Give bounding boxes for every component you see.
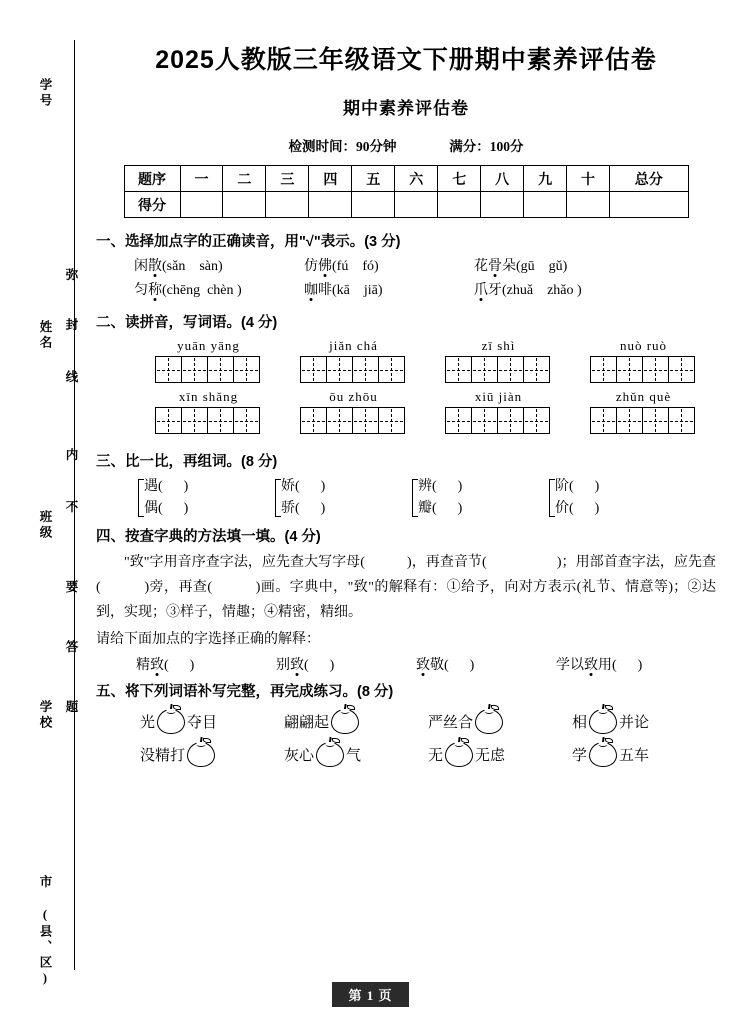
seal-inner-nei: 内 [64,448,78,464]
section-4-heading: 四、按查字典的方法填一填。(4 分) [96,529,321,545]
close-paren: ) [320,479,326,494]
tianzige-box[interactable] [616,407,643,434]
pinyin-options: (kā jiā) [332,283,383,298]
score-cell-2[interactable] [223,192,266,218]
tianzige-box[interactable] [523,407,550,434]
char-label: 辨( [418,479,437,494]
score-col-7: 七 [438,166,481,192]
score-cell-8[interactable] [481,192,524,218]
pinyin-choice-item[interactable] [304,279,474,299]
word-kafei-post: 啡 [318,283,332,298]
section-4-paragraph-2: 请给下面加点的字选择正确的解释： [96,632,320,647]
tianzige-box[interactable] [207,407,234,434]
apple-blank-icon[interactable] [589,742,617,767]
word-build-bottom[interactable] [555,497,599,517]
tianzige-box[interactable] [668,407,695,434]
seal-inner-ti: 题 [64,700,78,716]
tianzige-box[interactable] [300,356,327,383]
section-2-heading: 二、读拼音，写词语。(4 分) [96,315,278,331]
pinyin-label: zī shì [481,338,516,353]
idiom-item[interactable] [572,742,716,767]
char-label: 价( [555,501,574,516]
tianzige-cell [426,338,571,383]
pinyin-label: xīn shǎng [178,389,239,404]
score-col-5: 五 [352,166,395,192]
section-4-paragraph-1: "致"字用音序查字法，应先查大写字母( )，再查音节( )；用部首查字法，应先查( )旁，再查( )画。字典中，"致"的解释有：①给予，向对方表示(礼节、情意等)；②达到，实现；③样子，情趣；④精密，精细。 [96,555,716,620]
word-build-group [549,475,686,521]
tianzige-box[interactable] [497,407,524,434]
section-1-heading: 一、选择加点字的正确读音，用"√"表示。(3 分) [96,234,401,250]
tianzige-box[interactable] [207,356,234,383]
seal-inner-yao: 要 [64,580,78,596]
pinyin-choice-item[interactable] [474,255,644,275]
pinyin-options: (fú fó) [332,259,379,274]
dotted-char: 咖 [304,283,318,298]
score-cell-9[interactable] [524,192,567,218]
close-paren: ) [457,501,463,516]
score-table-row-label-defen: 得分 [124,192,180,218]
word-huaguduo-post: 朵 [502,259,516,274]
tianzige-box[interactable] [352,407,379,434]
char-label: 瓣( [418,501,437,516]
seal-label-xingming: 姓名 [38,320,52,351]
tianzige-cell [571,338,716,383]
close-paren: ) [457,479,463,494]
tianzige-box[interactable] [181,407,208,434]
score-table-header-row [124,166,688,192]
seal-inner-mi: 弥 [64,268,78,284]
pinyin-options: (chēng chèn ) [162,283,242,298]
tianzige-box[interactable] [445,356,472,383]
section-2-body [96,338,716,434]
page-title: 2025人教版三年级语文下册期中素养评估卷 [155,46,657,74]
tianzige-grid[interactable] [590,407,698,434]
apple-blank-icon[interactable] [589,709,617,734]
tianzige-cell [281,338,426,383]
dotted-char: 致 [584,658,598,673]
word-build-top[interactable] [144,475,188,495]
char-label: 阶( [555,479,574,494]
section-5-heading: 五、将下列词语补写完整，再完成练习。(8 分) [96,684,394,700]
score-cell-total[interactable] [610,192,688,218]
dict-answer-item[interactable]: 学以致用( ) [556,658,643,673]
tianzige-box[interactable] [642,407,669,434]
score-col-9: 九 [524,166,567,192]
word-xiansan-pre: 闲 [134,259,148,274]
exam-score-label: 满分：100分 [449,139,524,154]
word-yuncheng-pre: 匀 [134,283,148,298]
pinyin-options: (zhuǎ zhǎo ) [502,283,582,298]
score-col-2: 二 [223,166,266,192]
word-build-top[interactable] [418,475,462,495]
word-build-group [275,475,412,521]
pinyin-choice-item[interactable] [474,279,644,299]
pinyin-label: zhǔn què [615,389,672,404]
page-footer [0,982,741,1007]
seal-label-xuexiao: 学校 [38,700,52,731]
tianzige-box[interactable] [378,356,405,383]
apple-blank-icon[interactable] [475,709,503,734]
pinyin-label: jiǎn chá [329,338,378,353]
idiom-suffix: 五车 [619,748,650,764]
tianzige-row [96,338,716,383]
apple-blank-icon[interactable] [316,742,344,767]
tianzige-box[interactable] [352,356,379,383]
pinyin-choice-item[interactable] [304,255,474,275]
word-build-bottom[interactable] [144,497,188,517]
idiom-prefix: 严丝合 [428,715,474,731]
tianzige-grid[interactable] [590,356,698,383]
idiom-suffix: 并论 [619,715,650,731]
seal-label-xuehao: 学号 [38,78,52,109]
tianzige-box[interactable] [155,356,182,383]
tianzige-box[interactable] [233,407,260,434]
idiom-item[interactable] [140,742,284,767]
tianzige-box[interactable] [642,356,669,383]
tianzige-box[interactable] [233,356,260,383]
close-paren: ) [320,501,326,516]
tianzige-cell [136,389,281,434]
score-cell-10[interactable] [567,192,610,218]
score-table [124,165,689,218]
dict-answer-item[interactable]: 精致( ) [136,658,195,673]
idiom-prefix: 相 [572,715,588,731]
dotted-char: 致 [290,658,304,673]
close-paren: ) [183,479,189,494]
idiom-suffix: 无虑 [475,748,506,764]
idiom-item[interactable] [428,709,572,734]
tianzige-row [96,389,716,434]
section-1-row [96,279,716,299]
tianzige-box[interactable] [668,356,695,383]
page-subtitle: 期中素养评估卷 [343,99,469,118]
score-cell-6[interactable] [395,192,438,218]
idiom-row [96,709,716,734]
apple-blank-icon[interactable] [445,742,473,767]
section-3-heading: 三、比一比，再组词。(8 分) [96,454,278,470]
tianzige-box[interactable] [471,356,498,383]
apple-blank-icon[interactable] [157,709,185,734]
idiom-item[interactable] [284,742,428,767]
tianzige-box[interactable] [326,356,353,383]
score-cell-4[interactable] [309,192,352,218]
tianzige-grid[interactable] [445,407,553,434]
seal-inner-da: 答 [64,640,78,656]
seal-strip [28,40,82,988]
idiom-item[interactable] [428,742,572,767]
dict-answer-item[interactable]: 致敬( ) [416,658,475,673]
section-3-body [96,475,716,521]
pinyin-choice-item[interactable] [134,255,304,275]
pinyin-label: ōu zhōu [329,389,378,404]
tianzige-box[interactable] [300,407,327,434]
seal-label-banji: 班级 [38,510,52,541]
char-label: 偶( [144,501,163,516]
idiom-suffix: 夺目 [187,715,218,731]
tianzige-box[interactable] [471,407,498,434]
idiom-item[interactable] [572,709,716,734]
tianzige-box[interactable] [445,407,472,434]
dict-answer-item[interactable]: 别致( ) [276,658,335,673]
score-cell-1[interactable] [180,192,223,218]
page-number-badge: 第 1 页 [332,982,408,1007]
score-table-row-label-tixu: 题序 [124,166,180,192]
word-build-top[interactable] [555,475,599,495]
pinyin-options: (sǎn sàn) [162,259,223,274]
dotted-char: 致 [150,658,164,673]
tianzige-box[interactable] [497,356,524,383]
idiom-prefix: 翩翩起 [284,715,330,731]
dotted-char: 致 [416,658,430,673]
dotted-char: 佛 [318,259,332,274]
score-cell-7[interactable] [438,192,481,218]
tianzige-grid[interactable] [300,356,408,383]
seal-inner-feng: 封 [64,318,78,334]
word-build-top[interactable] [281,475,325,495]
tianzige-grid[interactable] [155,356,263,383]
close-paren: ) [594,479,600,494]
word-zhuaya-post: 牙 [488,283,502,298]
pinyin-options: (gū gǔ) [516,259,568,274]
dotted-char: 散 [148,259,162,274]
section-4-answer-row [96,654,716,674]
tianzige-cell [571,389,716,434]
score-col-4: 四 [309,166,352,192]
char-label: 骄( [281,501,300,516]
word-build-group [412,475,549,521]
pinyin-label: yuān yāng [177,338,240,353]
section-1-body [96,255,716,299]
exam-meta [96,135,716,155]
tianzige-box[interactable] [523,356,550,383]
pinyin-label: nuò ruò [619,338,668,353]
score-col-1: 一 [180,166,223,192]
tianzige-grid[interactable] [155,407,263,434]
char-label: 遇( [144,479,163,494]
apple-blank-icon[interactable] [331,709,359,734]
seal-inner-bu: 不 [64,500,78,516]
idiom-prefix: 光 [140,715,156,731]
close-paren: ) [183,501,189,516]
score-table-value-row [124,192,688,218]
score-cell-3[interactable] [266,192,309,218]
score-col-10: 十 [567,166,610,192]
dotted-char: 骨 [488,259,502,274]
seal-label-shixian: 市 (县、区) [38,875,52,988]
pinyin-choice-item[interactable] [134,279,304,299]
score-col-6: 六 [395,166,438,192]
section-1-row [96,255,716,275]
tianzige-cell [136,338,281,383]
apple-blank-icon[interactable] [187,742,215,767]
idiom-prefix: 学 [572,748,588,764]
tianzige-cell [426,389,571,434]
tianzige-cell [281,389,426,434]
seal-inner-xian: 线 [64,370,78,386]
tianzige-box[interactable] [590,407,617,434]
word-build-bottom[interactable] [418,497,462,517]
word-build-bottom[interactable] [281,497,325,517]
close-paren: ) [594,501,600,516]
paper-content [96,34,716,767]
exam-time-label: 检测时间：90分钟 [288,139,397,154]
idiom-prefix: 没精打 [140,748,186,764]
dotted-char: 称 [148,283,162,298]
tianzige-box[interactable] [326,407,353,434]
idiom-item[interactable] [140,709,284,734]
idiom-row [96,742,716,767]
dotted-char: 爪 [474,283,488,298]
tianzige-box[interactable] [616,356,643,383]
char-label: 娇( [281,479,300,494]
idiom-prefix: 无 [428,748,444,764]
score-cell-5[interactable] [352,192,395,218]
tianzige-box[interactable] [378,407,405,434]
idiom-prefix: 灰心 [284,748,315,764]
score-col-total: 总分 [610,166,688,192]
tianzige-box[interactable] [181,356,208,383]
score-col-8: 八 [481,166,524,192]
score-col-3: 三 [266,166,309,192]
idiom-suffix: 气 [346,748,362,764]
word-fangfu-pre: 仿 [304,259,318,274]
tianzige-grid[interactable] [300,407,408,434]
tianzige-box[interactable] [590,356,617,383]
pinyin-label: xiū jiàn [474,389,523,404]
word-huaguduo-pre: 花 [474,259,488,274]
word-build-group [138,475,275,521]
tianzige-grid[interactable] [445,356,553,383]
tianzige-box[interactable] [155,407,182,434]
idiom-item[interactable] [284,709,428,734]
